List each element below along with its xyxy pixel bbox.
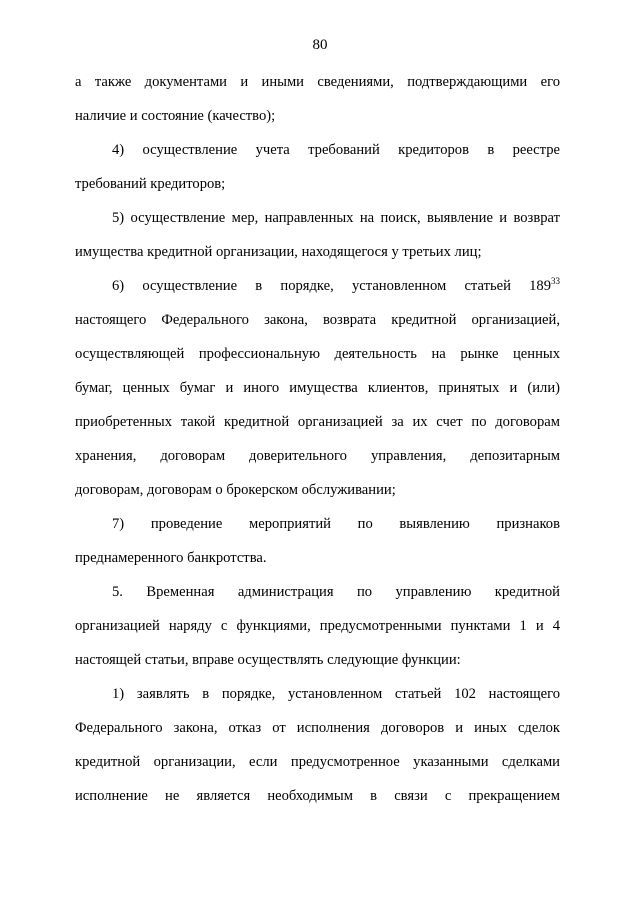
text-line: осуществляющей профессиональную деятельность на рынке ценных <box>75 346 560 362</box>
text-line: Федерального закона, отказ от исполнения договоров и иных сделок <box>75 720 560 736</box>
text-line: имущества кредитной организации, находящегося у третьих лиц; <box>75 244 482 260</box>
article-superscript: 33 <box>551 276 560 287</box>
text-line: 1) заявлять в порядке, установленном статьей 102 настоящего <box>112 686 560 702</box>
text-line: приобретенных такой кредитной организацией за их счет по договорам <box>75 414 560 430</box>
text-line: преднамеренного банкротства. <box>75 550 267 566</box>
text-line: организацией наряду с функциями, предусмотренными пунктами 1 и 4 <box>75 618 560 634</box>
text-line: требований кредиторов; <box>75 176 226 192</box>
text-line: договорам, договорам о брокерском обслуживании; <box>75 482 396 498</box>
text-line: наличие и состояние (качество); <box>75 108 276 124</box>
page-number: 80 <box>312 37 328 53</box>
text-line: 5. Временная администрация по управлению кредитной <box>112 584 560 600</box>
text-line: хранения, договорам доверительного управления, депозитарным <box>75 448 560 464</box>
text-line: а также документами и иными сведениями, подтверждающими его <box>75 74 560 90</box>
text-line-with-footnote <box>112 276 560 296</box>
text-line: 4) осуществление учета требований кредиторов в реестре <box>112 142 560 158</box>
text-line: настоящей статьи, вправе осуществлять следующие функции: <box>75 652 461 668</box>
text-line: настоящего Федерального закона, возврата кредитной организацией, <box>75 312 560 328</box>
text-line: бумаг, ценных бумаг и иного имущества клиентов, принятых и (или) <box>75 380 560 396</box>
text-line: кредитной организации, если предусмотренное указанными сделками <box>75 754 560 770</box>
text-line-segment: 6) осуществление в порядке, установленном статьей 189 <box>112 278 551 294</box>
text-line: исполнение не является необходимым в связи с прекращением <box>75 788 560 804</box>
text-line: 5) осуществление мер, направленных на поиск, выявление и возврат <box>112 210 560 226</box>
text-line: 7) проведение мероприятий по выявлению признаков <box>112 516 560 532</box>
